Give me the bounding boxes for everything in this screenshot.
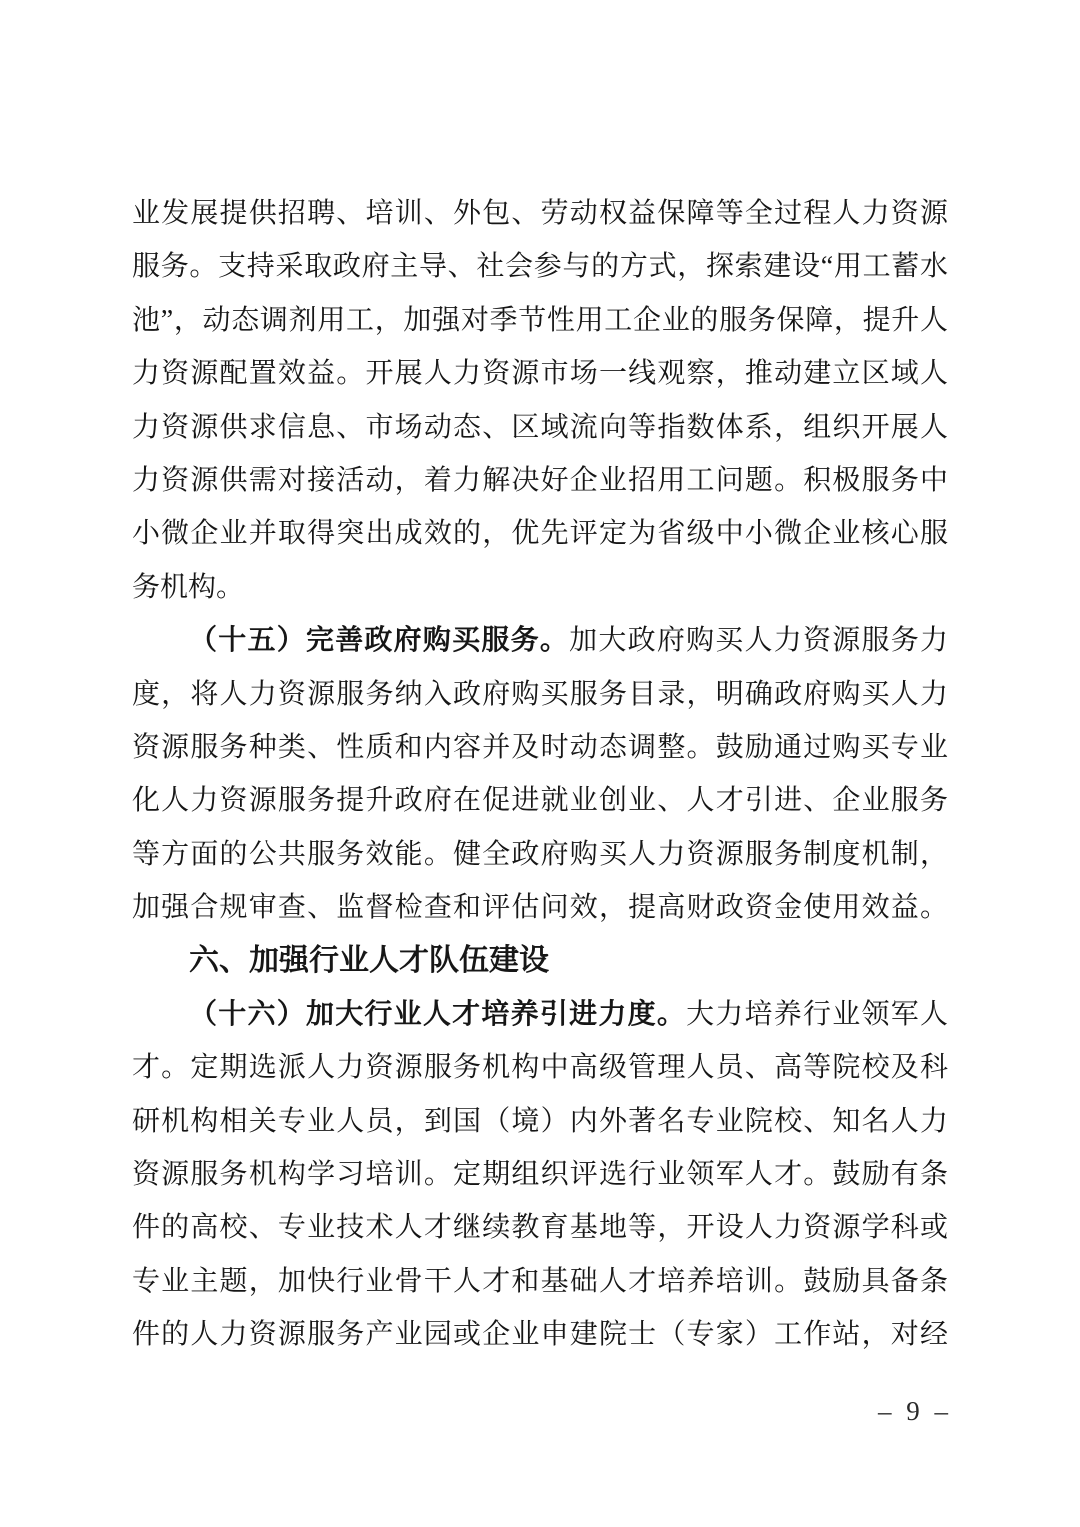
section-heading-text: 六、加强行业人才队伍建设: [189, 944, 549, 978]
text-segment: 务机构。: [132, 571, 245, 603]
body-text-line: [132, 1308, 948, 1361]
body-text-line: [132, 294, 948, 347]
body-text-line: [132, 881, 948, 934]
text-segment: 件的高校、专业技术人才继续教育基地等，开设人力资源学科或: [132, 1212, 948, 1244]
body-text-line: [132, 1095, 948, 1148]
text-segment: 加大政府购买人力资源服务力: [569, 625, 948, 657]
body-text-line: [132, 454, 948, 507]
paragraph-lead-emphasis: （十六）加大行业人才培养引进力度。: [189, 998, 687, 1030]
body-text-line: [132, 240, 948, 293]
text-segment: 研机构相关专业人员，到国（境）内外著名专业院校、知名人力: [132, 1105, 948, 1137]
body-text-line: [132, 507, 948, 560]
body-text-line: [132, 614, 948, 667]
text-segment: 池”，动态调剂用工，加强对季节性用工企业的服务保障，提升人: [132, 304, 948, 336]
body-text-line: [132, 774, 948, 827]
text-segment: 业发展提供招聘、培训、外包、劳动权益保障等全过程人力资源: [132, 198, 948, 229]
body-text-line: [132, 1041, 948, 1094]
text-segment: 加强合规审查、监督检查和评估问效，提高财政资金使用效益。: [132, 892, 948, 924]
body-text-line: [132, 828, 948, 881]
page-number: – 9 –: [878, 1396, 948, 1426]
text-segment: 化人力资源服务提升政府在促进就业创业、人才引进、企业服务: [132, 785, 948, 817]
text-segment: 专业主题，加快行业骨干人才和基础人才培养培训。鼓励具备条: [132, 1265, 948, 1297]
body-text-line: [132, 401, 948, 454]
body-text-line: [132, 1255, 948, 1308]
text-segment: 力资源配置效益。开展人力资源市场一线观察，推动建立区域人: [132, 358, 948, 390]
body-text-line: [132, 1148, 948, 1201]
body-text-line: [132, 988, 948, 1041]
body-text-line: [132, 721, 948, 774]
body-text-line: [132, 187, 948, 240]
body-text-line: [132, 347, 948, 400]
document-body: [132, 187, 948, 1362]
text-segment: 度，将人力资源服务纳入政府购买服务目录，明确政府购买人力: [132, 678, 948, 710]
text-segment: 资源服务种类、性质和内容并及时动态调整。鼓励通过购买专业: [132, 731, 948, 763]
body-text-line: [132, 561, 948, 614]
text-segment: 小微企业并取得突出成效的，优先评定为省级中小微企业核心服: [132, 518, 948, 550]
section-heading: [132, 934, 948, 987]
text-segment: 服务。支持采取政府主导、社会参与的方式，探索建设“用工蓄水: [132, 251, 948, 283]
text-segment: 件的人力资源服务产业园或企业申建院士（专家）工作站，对经: [132, 1319, 948, 1351]
body-text-line: [132, 668, 948, 721]
body-text-line: [132, 1201, 948, 1254]
text-segment: 大力培养行业领军人: [686, 998, 948, 1030]
text-segment: 才。定期选派人力资源服务机构中高级管理人员、高等院校及科: [132, 1052, 948, 1084]
text-segment: 力资源供求信息、市场动态、区域流向等指数体系，组织开展人: [132, 411, 948, 443]
paragraph-lead-emphasis: （十五）完善政府购买服务。: [189, 625, 570, 657]
text-segment: 力资源供需对接活动，着力解决好企业招用工问题。积极服务中: [132, 464, 948, 496]
text-segment: 等方面的公共服务效能。健全政府购买人力资源服务制度机制，: [132, 838, 948, 870]
text-segment: 资源服务机构学习培训。定期组织评选行业领军人才。鼓励有条: [132, 1159, 948, 1191]
